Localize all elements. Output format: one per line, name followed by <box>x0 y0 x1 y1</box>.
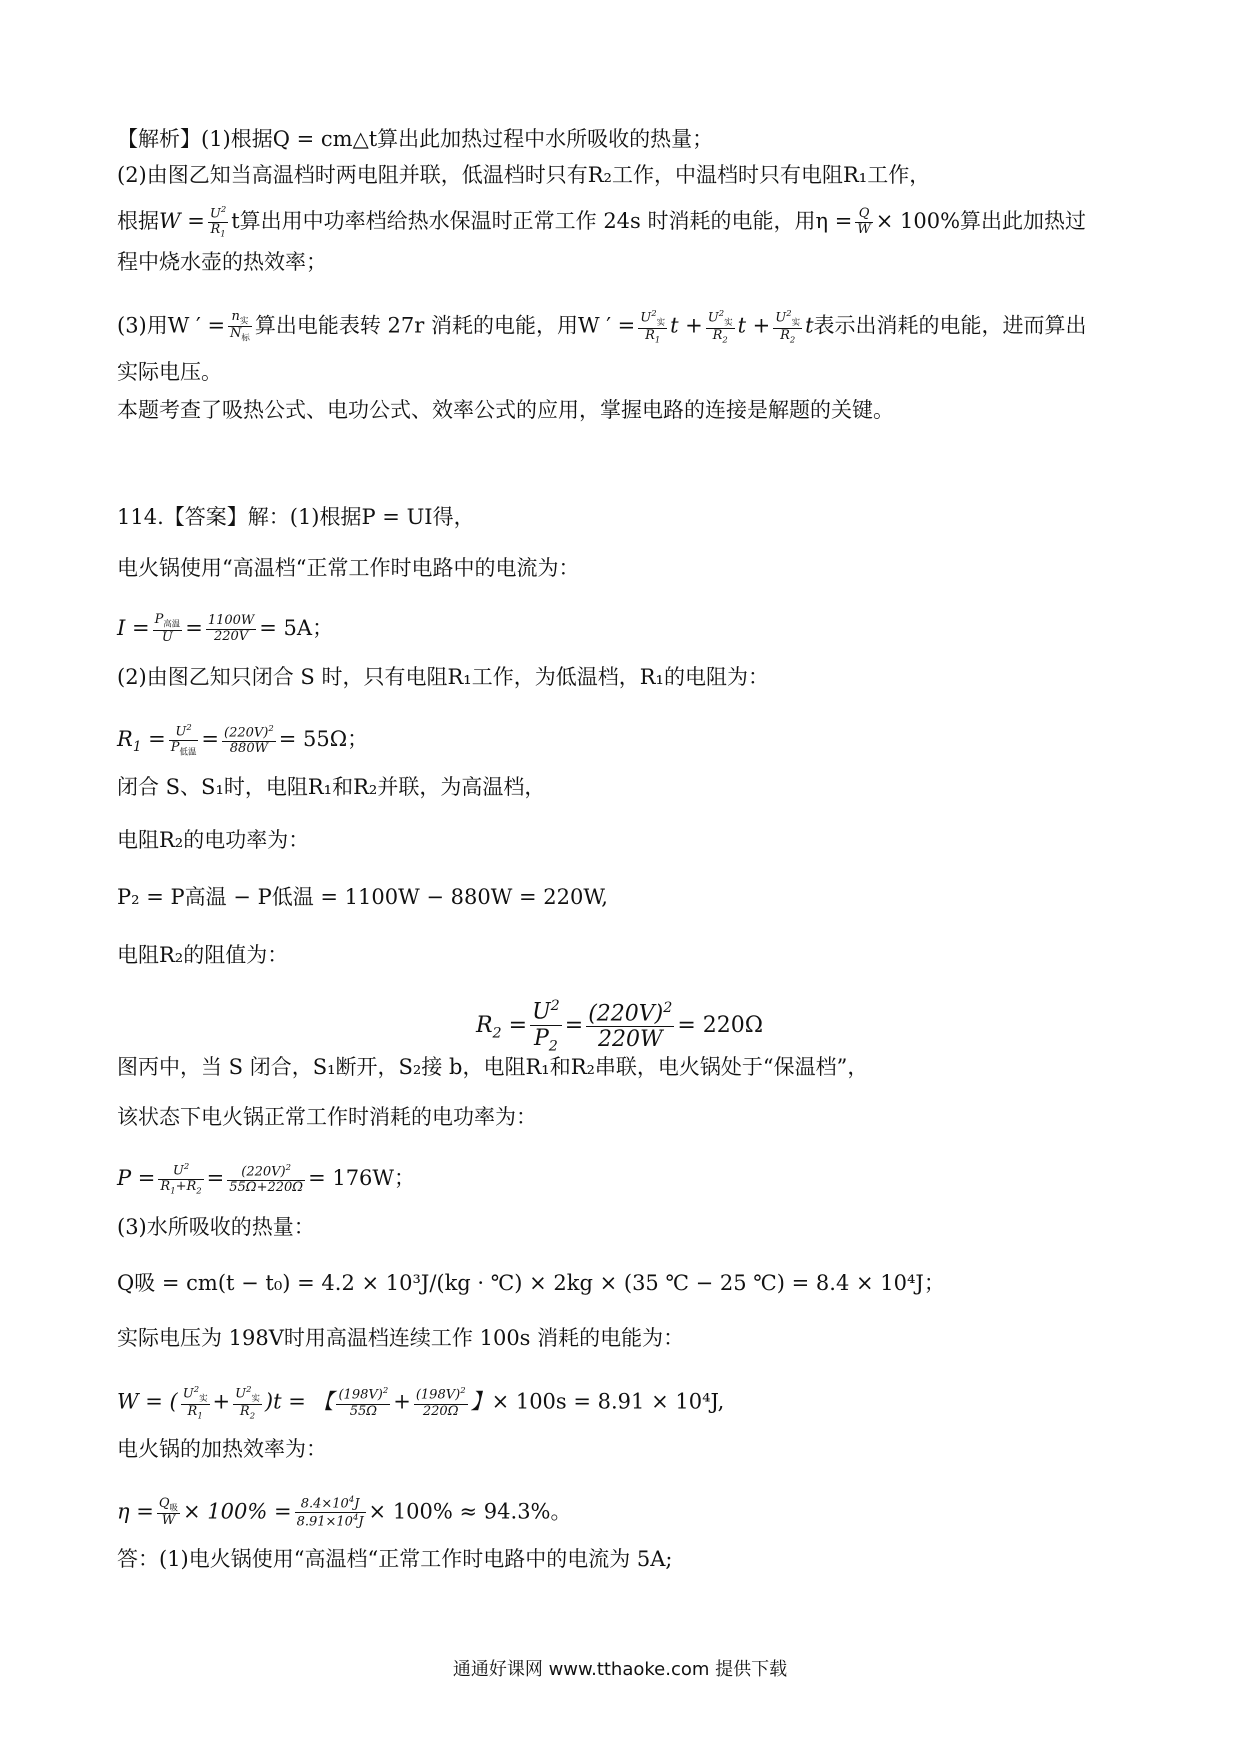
formula-w-value-2: $\frac{(198V)^2}{220\Omega}$ <box>415 1385 466 1419</box>
analysis-line-5-c: 表示出消耗的电能，进而算出 <box>813 313 1087 338</box>
answer-line-8: P₂ = P高温 − P低温 = 1100W − 880W = 220W, <box>117 885 608 909</box>
answer-line-18: 电火锅的加热效率为： <box>117 1437 327 1461</box>
formula-r2: $\frac{U^2}{P_2}$ <box>532 998 560 1055</box>
answer-line-17-tail: × 100s = 8.91 × 10⁴J, <box>491 1389 725 1414</box>
answer-line-6: 闭合 S、S₁时，电阻R₁和R₂并联，为高温档， <box>117 775 546 799</box>
answer-line-5: $R_1$ = $\frac{U^2}{P_{低温}}$ = $\frac{(220V)^2}{880W}$ = 55Ω； <box>117 722 369 757</box>
formula-w-term-1: $\frac{U^2_实}{R_1}$ <box>182 1384 208 1421</box>
analysis-line-3: 根据W = $\frac{U^2}{R_1}$ t算出用中功率档给热水保温时正常工作 24s 时消耗的电能，用η = $\frac{Q}{W}$ × 100%算出此加热过 <box>117 204 1087 239</box>
formula-n-ratio: $\frac{n_实}{N_标}$ <box>230 309 250 344</box>
answer-line-13-tail: = 176W； <box>308 1165 416 1190</box>
answer-line-13: P = $\frac{U^2}{R_1+R_2}$ = $\frac{(220V)^2}{55\Omega+220\Omega}$ = 176W； <box>117 1161 416 1196</box>
formula-q-w: $\frac{Q}{W}$ <box>857 205 871 237</box>
answer-line-20: 答：(1)电火锅使用“高温档“正常工作时电路中的电流为 5A; <box>117 1547 673 1571</box>
answer-line-10-tail: = 220Ω <box>677 1013 764 1039</box>
answer-line-5-tail: = 55Ω； <box>278 726 369 751</box>
formula-r1: $\frac{U^2}{P_{低温}}$ <box>170 722 197 757</box>
answer-line-17: W = ( $\frac{U^2_实}{R_1}$ + $\frac{U^2_实}{R_2}$ )t = 【 $\frac{(198V)^2}{55\Omega}$ + $\frac{(198V)^2}{220\Omega}$ 】× 100s = 8.91 × 10⁴J, <box>117 1384 725 1421</box>
analysis-line-3-c: × 100%算出此加热过 <box>875 208 1087 233</box>
answer-line-2: 电火锅使用“高温档“正常工作时电路中的电流为： <box>117 556 580 580</box>
formula-p-values: $\frac{(220V)^2}{55\Omega+220\Omega}$ <box>229 1161 304 1195</box>
analysis-line-5-a: (3)用W ′ = <box>117 313 226 338</box>
analysis-line-7: 本题考查了吸热公式、电功公式、效率公式的应用，掌握电路的连接是解题的关键。 <box>117 398 894 422</box>
analysis-line-4: 程中烧水壶的热效率； <box>117 250 327 274</box>
formula-current-values: $\frac{1100W}{220V}$ <box>207 613 255 644</box>
analysis-line-3-a: 根据 <box>117 208 159 233</box>
answer-line-1: 114.【答案】解：(1)根据P = UI得， <box>117 505 475 529</box>
formula-term-1: $\frac{U^2_实}{R_1}$ <box>640 308 666 345</box>
analysis-line-5-b: 算出电能表转 27r 消耗的电能，用W ′ = <box>254 313 636 338</box>
formula-r2-values: $\frac{(220V)^2}{220W}$ <box>588 999 673 1053</box>
analysis-line-3-b: t算出用中功率档给热水保温时正常工作 24s 时消耗的电能，用η = <box>231 208 853 233</box>
answer-line-19-tail: × 100% ≈ 94.3%。 <box>368 1499 572 1524</box>
page-footer: 通通好课网 www.tthaoke.com 提供下载 <box>452 1659 788 1680</box>
answer-line-10: $R_2$ = $\frac{U^2}{P_2}$ = $\frac{(220V)^2}{220W}$ = 220Ω <box>475 998 764 1055</box>
answer-line-12: 该状态下电火锅正常工作时消耗的电功率为： <box>117 1105 537 1129</box>
formula-current: $\frac{P_{高温}}{U}$ <box>154 612 181 645</box>
formula-eta: $\frac{Q_吸}{W}$ <box>158 1495 178 1528</box>
answer-line-14: (3)水所吸收的热量： <box>117 1215 315 1239</box>
answer-line-3-tail: = 5A； <box>259 616 334 640</box>
answer-line-11: 图丙中，当 S 闭合，S₁断开，S₂接 b，电阻R₁和R₂串联，电火锅处于“保温档”， <box>117 1055 869 1079</box>
answer-line-4: (2)由图乙知只闭合 S 时，只有电阻R₁工作，为低温档，R₁的电阻为： <box>117 665 769 689</box>
formula-term-2: $\frac{U^2_实}{R_2}$ <box>707 308 733 345</box>
formula-r1-values: $\frac{(220V)^2}{880W}$ <box>224 722 274 756</box>
answer-line-7: 电阻R₂的电功率为： <box>117 828 310 852</box>
formula-w-value-1: $\frac{(198V)^2}{55\Omega}$ <box>338 1385 389 1419</box>
analysis-line-2: (2)由图乙知当高温档时两电阻并联，低温档时只有R₂工作，中温档时只有电阻R₁工作， <box>117 163 931 187</box>
analysis-line-1: 【解析】(1)根据Q = cm△t算出此加热过程中水所吸收的热量； <box>117 127 714 151</box>
answer-line-15: Q吸 = cm(t − t₀) = 4.2 × 10³J/(kg · ℃) × 2kg × (35 ℃ − 25 ℃) = 8.4 × 10⁴J； <box>117 1271 945 1295</box>
answer-line-9: 电阻R₂的阻值为： <box>117 943 289 967</box>
formula-u2-r1: $\frac{U^2}{R_1}$ <box>209 204 227 239</box>
answer-line-19: η = $\frac{Q_吸}{W}$ × 100% = $\frac{8.4\times 10^4J}{8.91\times 10^4J}$ × 100% ≈ 94.3%。 <box>117 1494 572 1530</box>
analysis-line-6: 实际电压。 <box>117 360 222 384</box>
formula-term-3: $\frac{U^2_实}{R_2}$ <box>775 308 801 345</box>
analysis-line-5: (3)用W ′ = $\frac{n_实}{N_标}$ 算出电能表转 27r 消耗的电能，用W ′ = $\frac{U^2_实}{R_1}$ t + $\frac{U^2_实}{R_2}$ t + $\frac{U^2_实}{R_2}$ t表示出消耗的电能，进而算出 <box>117 308 1087 345</box>
answer-line-3: I = $\frac{P_{高温}}{U}$ = $\frac{1100W}{220V}$ = 5A； <box>117 612 334 645</box>
formula-eta-values: $\frac{8.4\times 10^4J}{8.91\times 10^4J}$ <box>296 1494 364 1530</box>
answer-line-16: 实际电压为 198V时用高温档连续工作 100s 消耗的电能为： <box>117 1326 685 1350</box>
formula-w-term-2: $\frac{U^2_实}{R_2}$ <box>235 1384 260 1421</box>
formula-p: $\frac{U^2}{R_1+R_2}$ <box>160 1161 202 1196</box>
